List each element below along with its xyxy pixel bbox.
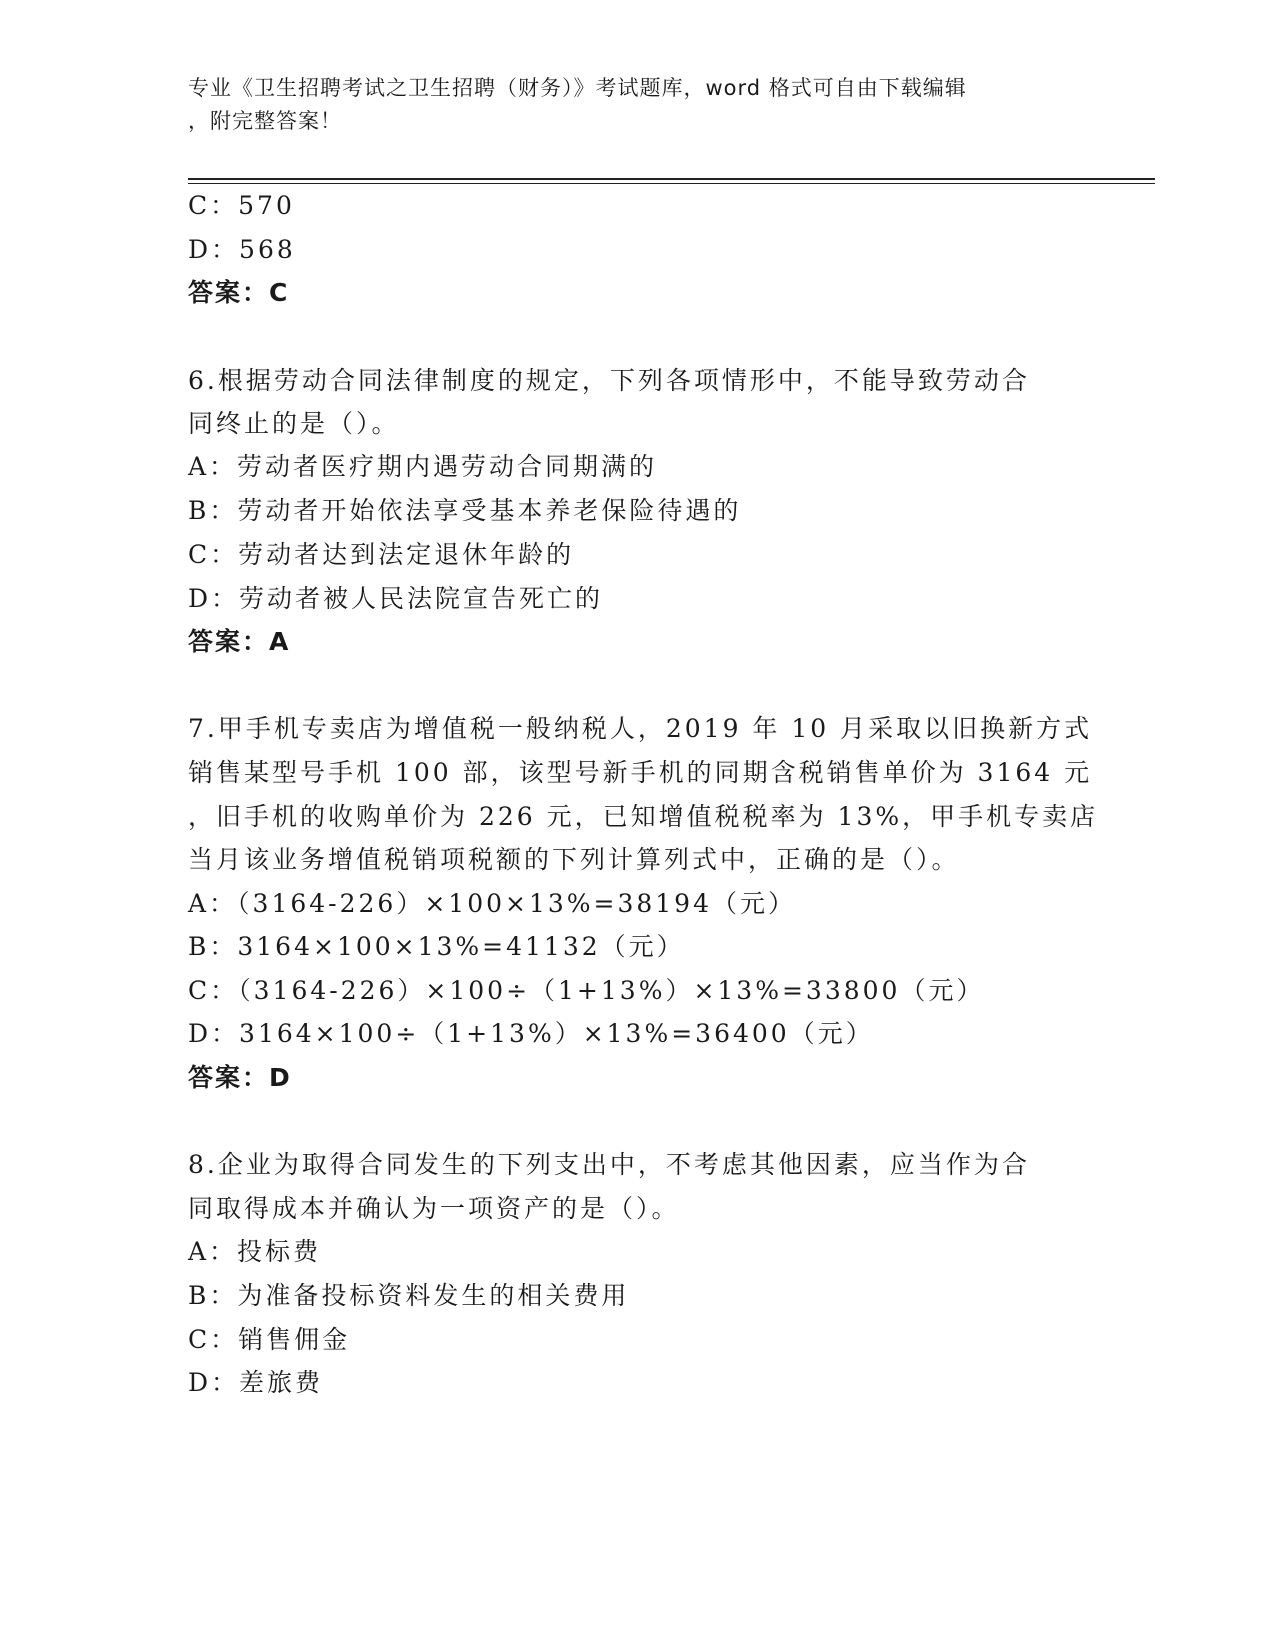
document-header (188, 72, 1088, 138)
q6-stem-line-1: 6.根据劳动合同法律制度的规定，下列各项情形中，不能导致劳动合 (188, 366, 1030, 395)
q8-option-a: A：投标费 (188, 1237, 322, 1266)
q7-stem-line-4: 当月该业务增值税销项税额的下列计算列式中，正确的是（）。 (188, 845, 960, 874)
q8-option-d: D：差旅费 (188, 1368, 324, 1397)
q7-stem-line-3: ，旧手机的收购单价为 226 元，已知增值税税率为 13%，甲手机专卖店 (188, 802, 1099, 831)
q7-stem-line-2: 销售某型号手机 100 部，该型号新手机的同期含税销售单价为 3164 元 (188, 758, 1093, 787)
q7-answer: 答案：D (188, 1063, 292, 1092)
q7-option-b: B：3164×100×13%=41132（元） (188, 932, 685, 961)
q6-option-b: B：劳动者开始依法享受基本养老保险待遇的 (188, 496, 742, 525)
q8-option-c: C：销售佣金 (188, 1325, 351, 1354)
q8-option-b: B：为准备投标资料发生的相关费用 (188, 1281, 630, 1310)
q6-option-a: A：劳动者医疗期内遇劳动合同期满的 (188, 452, 658, 481)
header-line-1: 专业《卫生招聘考试之卫生招聘（财务）》考试题库，word 格式可自由下载编辑 (188, 76, 967, 100)
q8-stem-line-1: 8.企业为取得合同发生的下列支出中，不考虑其他因素，应当作为合 (188, 1150, 1030, 1179)
q6-stem-line-2: 同终止的是（）。 (188, 409, 400, 438)
header-line-2: ，附完整答案！ (188, 109, 342, 133)
q6-answer: 答案：A (188, 627, 291, 656)
q5-answer: 答案：C (188, 278, 290, 307)
q8-stem-line-2: 同取得成本并确认为一项资产的是（）。 (188, 1194, 680, 1223)
q6-option-d: D：劳动者被人民法院宣告死亡的 (188, 584, 604, 613)
q7-option-d: D：3164×100÷（1+13%）×13%=36400（元） (188, 1019, 874, 1048)
q5-option-c: C：570 (188, 191, 295, 220)
q7-stem-line-1: 7.甲手机专卖店为增值税一般纳税人，2019 年 10 月采取以旧换新方式 (188, 714, 1093, 743)
q7-option-c: C：（3164-226）×100÷（1+13%）×13%=33800（元） (188, 976, 985, 1005)
q7-option-a: A：（3164-226）×100×13%=38194（元） (188, 889, 796, 918)
header-divider-thick (188, 178, 1155, 180)
q6-option-c: C：劳动者达到法定退休年龄的 (188, 540, 575, 569)
header-divider-thin (188, 183, 1155, 184)
q5-option-d: D：568 (188, 235, 296, 264)
